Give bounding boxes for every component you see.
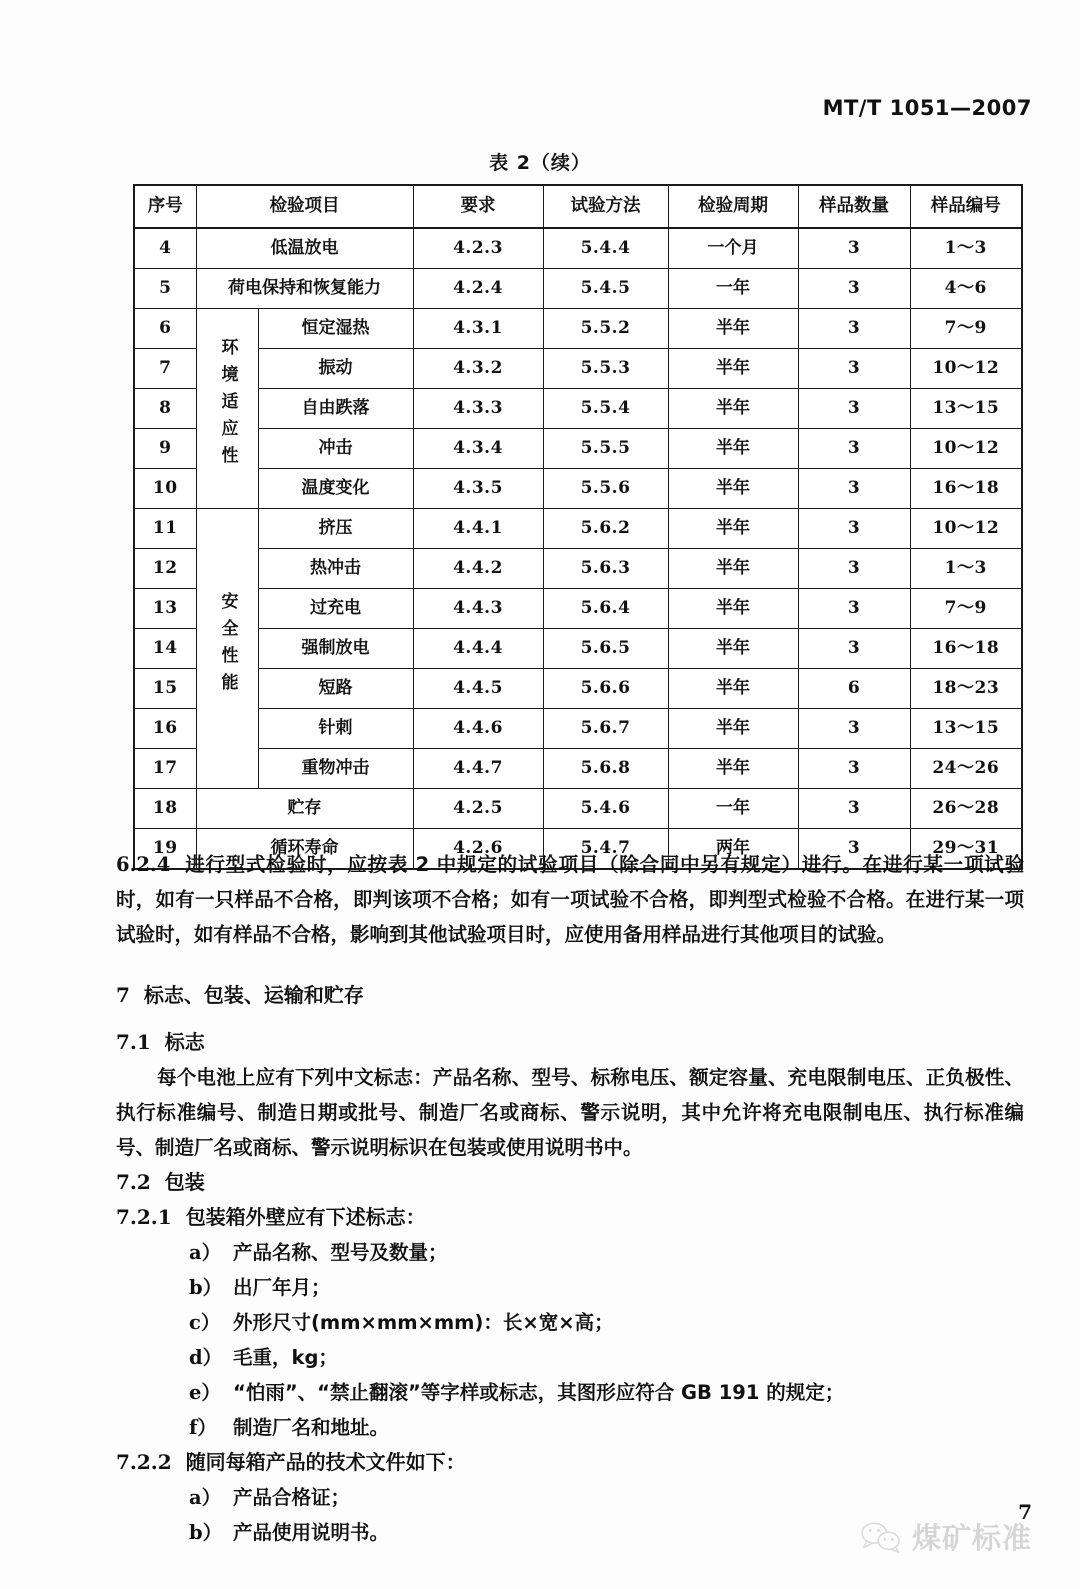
cell-method: 5.6.5	[543, 629, 668, 669]
cell-no: 13	[134, 589, 196, 629]
cell-req: 4.2.3	[413, 228, 543, 269]
cell-item: 自由跌落	[258, 389, 413, 429]
cell-cycle: 半年	[668, 429, 798, 469]
cell-method: 5.5.2	[543, 309, 668, 349]
cell-item: 短路	[258, 669, 413, 709]
cell-item: 温度变化	[258, 469, 413, 509]
cell-sn: 13～15	[910, 389, 1022, 429]
table-title: 表 2（续）	[489, 152, 591, 174]
cell-item: 重物冲击	[258, 749, 413, 789]
clause-7-2-heading	[116, 1165, 1024, 1200]
table-row	[134, 269, 1022, 309]
cell-method: 5.6.4	[543, 589, 668, 629]
spacer	[116, 1013, 1024, 1025]
list-marker: c）	[189, 1311, 221, 1334]
watermark-text: 煤矿标准	[911, 1521, 1032, 1555]
list-item	[116, 1410, 1024, 1445]
cell-group-safety	[196, 509, 258, 789]
cell-sn: 1～3	[910, 549, 1022, 589]
table-header-row	[134, 185, 1022, 228]
inspection-table-container	[133, 184, 1021, 870]
cell-cycle: 半年	[668, 509, 798, 549]
section-7-heading	[116, 978, 1024, 1013]
table-row	[134, 749, 1022, 789]
list-item	[116, 1480, 1024, 1515]
list-marker: a）	[189, 1241, 222, 1264]
cell-req: 4.2.5	[413, 789, 543, 829]
cell-no: 15	[134, 669, 196, 709]
list-item-text: 出厂年月；	[233, 1276, 331, 1299]
cell-qty: 3	[798, 309, 910, 349]
list-marker: d）	[189, 1346, 223, 1369]
cell-qty: 3	[798, 429, 910, 469]
cell-cycle: 半年	[668, 469, 798, 509]
cell-sn: 1～3	[910, 228, 1022, 269]
cell-qty: 3	[798, 709, 910, 749]
clause-7-2-title: 包装	[164, 1170, 205, 1194]
cell-req: 4.4.2	[413, 549, 543, 589]
list-item	[116, 1340, 1024, 1375]
inspection-table	[133, 184, 1023, 870]
cell-sn: 16～18	[910, 469, 1022, 509]
cell-no: 4	[134, 228, 196, 269]
page-number: 7	[1018, 1500, 1032, 1524]
cell-method: 5.5.4	[543, 389, 668, 429]
list-marker: b）	[189, 1276, 223, 1299]
cell-no: 6	[134, 309, 196, 349]
clause-7-2-1-text: 包装箱外壁应有下述标志：	[185, 1205, 426, 1229]
wechat-bubbles-icon	[858, 1520, 904, 1554]
cell-no: 9	[134, 429, 196, 469]
cell-item: 热冲击	[258, 549, 413, 589]
cell-cycle: 半年	[668, 389, 798, 429]
cell-req: 4.2.6	[413, 829, 543, 870]
section-7-number: 7	[116, 983, 130, 1007]
cell-qty: 3	[798, 749, 910, 789]
cell-cycle: 半年	[668, 589, 798, 629]
clause-7-2-2-heading	[116, 1445, 1024, 1480]
table-row	[134, 429, 1022, 469]
cell-qty: 3	[798, 349, 910, 389]
list-item-text: 毛重，kg；	[233, 1346, 338, 1369]
group-label-safety: 安全性能	[217, 591, 238, 700]
cell-cycle: 半年	[668, 309, 798, 349]
group-label-environment: 环境适应性	[217, 338, 238, 474]
cell-req: 4.4.6	[413, 709, 543, 749]
cell-item: 贮存	[196, 789, 413, 829]
list-item-text: 产品名称、型号及数量；	[233, 1241, 448, 1264]
cell-no: 11	[134, 509, 196, 549]
cell-method: 5.4.6	[543, 789, 668, 829]
clause-7-2-2-number: 7.2.2	[116, 1450, 172, 1474]
clause-7-2-number: 7.2	[116, 1170, 151, 1194]
cell-method: 5.5.5	[543, 429, 668, 469]
cell-qty: 3	[798, 469, 910, 509]
cell-no: 8	[134, 389, 196, 429]
cell-sn: 4～6	[910, 269, 1022, 309]
list-marker: e）	[189, 1381, 221, 1404]
cell-method: 5.4.5	[543, 269, 668, 309]
cell-method: 5.6.2	[543, 509, 668, 549]
cell-req: 4.3.5	[413, 469, 543, 509]
cell-no: 12	[134, 549, 196, 589]
cell-qty: 3	[798, 228, 910, 269]
list-item-text: “怕雨”、“禁止翻滚”等字样或标志，其图形应符合 GB 191 的规定；	[233, 1381, 845, 1404]
cell-no: 16	[134, 709, 196, 749]
col-header-no: 序号	[134, 185, 196, 228]
list-item	[116, 1235, 1024, 1270]
cell-item: 挤压	[258, 509, 413, 549]
cell-method: 5.6.6	[543, 669, 668, 709]
page-header-standard-code: MT/T 1051—2007	[822, 96, 1032, 120]
clause-7-2-1-number: 7.2.1	[116, 1205, 172, 1229]
watermark	[858, 1516, 1032, 1557]
table-row	[134, 629, 1022, 669]
clause-7-2-1-heading	[116, 1200, 1024, 1235]
list-item-text: 外形尺寸(mm×mm×mm)：长×宽×高；	[233, 1311, 614, 1334]
clause-7-1-title: 标志	[164, 1030, 205, 1054]
cell-sn: 10～12	[910, 509, 1022, 549]
cell-cycle: 两年	[668, 829, 798, 870]
table-row	[134, 709, 1022, 749]
cell-cycle: 一年	[668, 269, 798, 309]
cell-qty: 3	[798, 829, 910, 870]
cell-method: 5.4.4	[543, 228, 668, 269]
cell-item: 低温放电	[196, 228, 413, 269]
cell-qty: 3	[798, 789, 910, 829]
col-header-req: 要求	[413, 185, 543, 228]
cell-sn: 24～26	[910, 749, 1022, 789]
cell-cycle: 半年	[668, 349, 798, 389]
cell-req: 4.3.1	[413, 309, 543, 349]
cell-method: 5.4.7	[543, 829, 668, 870]
cell-sn: 13～15	[910, 709, 1022, 749]
cell-cycle: 半年	[668, 669, 798, 709]
list-item	[116, 1270, 1024, 1305]
section-7-title: 标志、包装、运输和贮存	[143, 983, 364, 1007]
cell-cycle: 半年	[668, 549, 798, 589]
cell-item: 针刺	[258, 709, 413, 749]
list-item-text: 制造厂名和地址。	[233, 1416, 390, 1439]
cell-req: 4.4.5	[413, 669, 543, 709]
table-row	[134, 389, 1022, 429]
clause-7-2-2-text: 随同每箱产品的技术文件如下：	[185, 1450, 466, 1474]
cell-no: 14	[134, 629, 196, 669]
list-marker: b）	[189, 1521, 223, 1544]
list-item	[116, 1305, 1024, 1340]
col-header-cycle: 检验周期	[668, 185, 798, 228]
cell-no: 18	[134, 789, 196, 829]
cell-method: 5.6.8	[543, 749, 668, 789]
cell-qty: 3	[798, 629, 910, 669]
cell-sn: 10～12	[910, 349, 1022, 389]
list-item-text: 产品使用说明书。	[233, 1521, 390, 1544]
cell-cycle: 一年	[668, 789, 798, 829]
table-row	[134, 228, 1022, 269]
cell-qty: 3	[798, 589, 910, 629]
cell-qty: 3	[798, 389, 910, 429]
cell-sn: 18～23	[910, 669, 1022, 709]
list-marker: a）	[189, 1486, 222, 1509]
cell-no: 19	[134, 829, 196, 870]
cell-cycle: 半年	[668, 749, 798, 789]
cell-item: 恒定湿热	[258, 309, 413, 349]
cell-qty: 3	[798, 509, 910, 549]
cell-req: 4.3.2	[413, 349, 543, 389]
cell-item: 冲击	[258, 429, 413, 469]
table-row	[134, 589, 1022, 629]
cell-method: 5.6.7	[543, 709, 668, 749]
cell-no: 10	[134, 469, 196, 509]
cell-sn: 10～12	[910, 429, 1022, 469]
cell-sn: 29～31	[910, 829, 1022, 870]
cell-sn: 7～9	[910, 589, 1022, 629]
cell-no: 7	[134, 349, 196, 389]
table-row	[134, 789, 1022, 829]
cell-cycle: 半年	[668, 709, 798, 749]
cell-method: 5.5.6	[543, 469, 668, 509]
clause-6-2-4	[116, 847, 1024, 952]
cell-item: 振动	[258, 349, 413, 389]
table-row	[134, 469, 1022, 509]
cell-no: 5	[134, 269, 196, 309]
cell-item: 循环寿命	[196, 829, 413, 870]
col-header-sn: 样品编号	[910, 185, 1022, 228]
spacer	[116, 952, 1024, 978]
cell-sn: 16～18	[910, 629, 1022, 669]
clause-7-1-number: 7.1	[116, 1030, 151, 1054]
col-header-qty: 样品数量	[798, 185, 910, 228]
cell-item: 强制放电	[258, 629, 413, 669]
cell-req: 4.3.4	[413, 429, 543, 469]
table-row	[134, 509, 1022, 549]
cell-cycle: 一个月	[668, 228, 798, 269]
clause-6-2-4-number: 6.2.4	[116, 853, 171, 876]
cell-qty: 3	[798, 549, 910, 589]
cell-req: 4.4.4	[413, 629, 543, 669]
cell-cycle: 半年	[668, 629, 798, 669]
cell-no: 17	[134, 749, 196, 789]
col-header-item: 检验项目	[196, 185, 413, 228]
cell-req: 4.4.1	[413, 509, 543, 549]
list-item-text: 产品合格证；	[233, 1486, 351, 1509]
clause-7-1-text: 每个电池上应有下列中文标志：产品名称、型号、标称电压、额定容量、充电限制电压、正负极性、执行标准编号、制造日期或批号、制造厂名或商标、警示说明，其中允许将充电限制电压、执行标准编号、制造厂名或商标、警示说明标识在包装或使用说明书中。	[116, 1066, 1024, 1159]
cell-method: 5.5.3	[543, 349, 668, 389]
cell-req: 4.4.7	[413, 749, 543, 789]
cell-req: 4.3.3	[413, 389, 543, 429]
cell-qty: 3	[798, 269, 910, 309]
cell-group-environment	[196, 309, 258, 509]
cell-req: 4.2.4	[413, 269, 543, 309]
clause-6-2-4-text: 进行型式检验时，应按表 2 中规定的试验项目（除合同中另有规定）进行。在进行某一项试验时，如有一只样品不合格，即判该项不合格；如有一项试验不合格，即判型式检验不合格。在进行某一项试验时，如有样品不合格，影响到其他试验项目时，应使用备用样品进行其他项目的试验。	[116, 853, 1024, 946]
cell-req: 4.4.3	[413, 589, 543, 629]
cell-sn: 26～28	[910, 789, 1022, 829]
cell-item: 荷电保持和恢复能力	[196, 269, 413, 309]
cell-method: 5.6.3	[543, 549, 668, 589]
cell-item: 过充电	[258, 589, 413, 629]
list-marker: f）	[189, 1416, 217, 1439]
table-row	[134, 309, 1022, 349]
document-body	[116, 847, 1024, 1550]
table-row	[134, 669, 1022, 709]
clause-7-1-heading	[116, 1025, 1024, 1060]
table-row	[134, 349, 1022, 389]
table-row	[134, 549, 1022, 589]
col-header-method: 试验方法	[543, 185, 668, 228]
list-item	[116, 1375, 1024, 1410]
cell-qty: 6	[798, 669, 910, 709]
cell-sn: 7～9	[910, 309, 1022, 349]
